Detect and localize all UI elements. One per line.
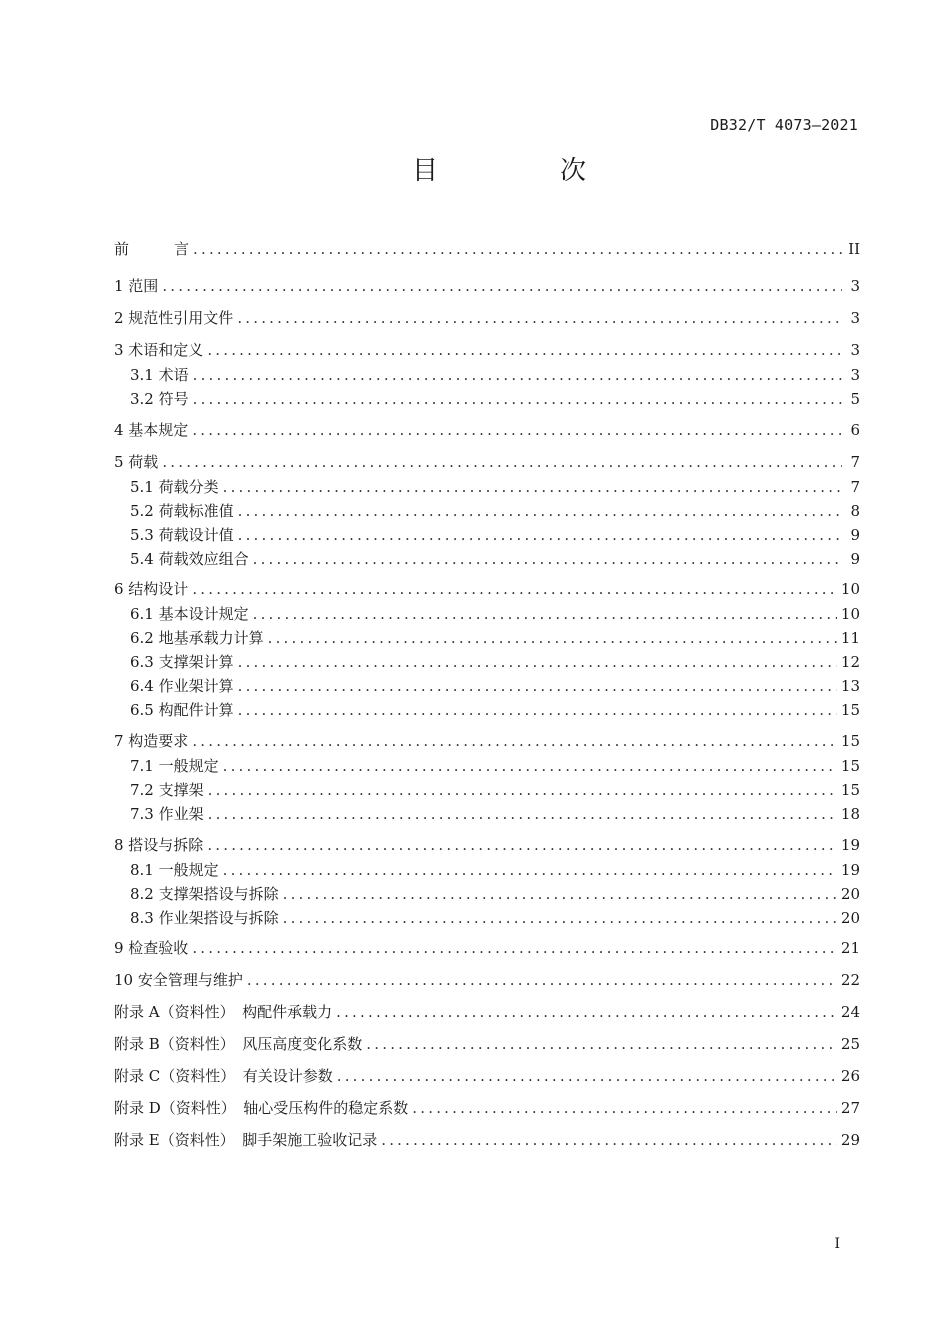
toc-entry[interactable]: [114, 451, 860, 472]
toc-entry[interactable]: [130, 627, 860, 648]
toc-entry-page: 3: [850, 366, 860, 384]
toc-leader-dots: [238, 526, 842, 544]
toc-leader-dots: [193, 240, 842, 258]
toc-entry[interactable]: [130, 779, 860, 800]
toc-entry-label: 5.3 荷载设计值: [130, 526, 234, 544]
toc-entry-page: 19: [840, 861, 860, 879]
toc-leader-dots: [223, 757, 837, 775]
toc-entry-label: 1 范围: [114, 277, 159, 295]
toc-entry-page: 11: [840, 629, 860, 647]
toc-entry[interactable]: [114, 1097, 860, 1118]
toc-leader-dots: [223, 478, 842, 496]
toc-entry[interactable]: [130, 907, 860, 928]
toc-entry-page: 24: [840, 1003, 860, 1021]
toc-entry[interactable]: [114, 730, 860, 751]
toc-entry-label: 3.1 术语: [130, 366, 189, 384]
toc-entry-page: 21: [840, 939, 860, 957]
toc-leader-dots: [192, 939, 837, 957]
toc-entry-page: 8: [850, 502, 860, 520]
toc-entry-page: 26: [840, 1067, 860, 1085]
toc-entry-page: 27: [840, 1099, 860, 1117]
toc-entry-label: 10 安全管理与维护: [114, 971, 243, 989]
toc-entry-label: 附录 C（资料性） 有关设计参数: [114, 1067, 333, 1085]
toc-entry-page: 3: [850, 341, 860, 359]
toc-entry[interactable]: [130, 699, 860, 720]
toc-leader-dots: [237, 309, 842, 327]
toc-leader-dots: [253, 550, 842, 568]
toc-leader-dots: [162, 453, 842, 471]
toc-entry-label: 7.2 支撑架: [130, 781, 204, 799]
toc-leader-dots: [223, 861, 837, 879]
toc-entry-page: 10: [840, 580, 860, 598]
toc-leader-dots: [238, 502, 842, 520]
toc-entry-page: 20: [840, 909, 860, 927]
toc-entry[interactable]: [114, 307, 860, 328]
document-code: DB32/T 4073—2021: [710, 116, 858, 134]
toc-entry-page: 5: [850, 390, 860, 408]
toc-entry-label: 5.1 荷载分类: [130, 478, 219, 496]
toc-entry-label: 5.4 荷载效应组合: [130, 550, 249, 568]
toc-entry-label: 7.3 作业架: [130, 805, 204, 823]
toc-entry-label: 8.2 支撑架搭设与拆除: [130, 885, 279, 903]
toc-entry-label: 6 结构设计: [114, 580, 189, 598]
toc-leader-dots: [381, 1131, 837, 1149]
toc-leader-dots: [193, 366, 842, 384]
toc-entry[interactable]: [130, 500, 860, 521]
toc-entry[interactable]: [114, 969, 860, 990]
toc-entry[interactable]: [130, 755, 860, 776]
toc-entry[interactable]: [114, 275, 860, 296]
toc-leader-dots: [192, 421, 842, 439]
toc-entry-label: 5 荷载: [114, 453, 159, 471]
toc-leader-dots: [208, 781, 837, 799]
toc-entry-page: 6: [850, 421, 860, 439]
toc-leader-dots: [238, 701, 837, 719]
toc-leader-dots: [253, 605, 837, 623]
toc-entry-page: II: [848, 240, 860, 258]
toc-entry-label: 前 言: [114, 240, 190, 258]
toc-entry[interactable]: [130, 388, 860, 409]
toc-entry-page: 18: [840, 805, 860, 823]
toc-entry-label: 附录 E（资料性） 脚手架施工验收记录: [114, 1131, 378, 1149]
toc-entry-page: 7: [850, 453, 860, 471]
toc-entry-page: 3: [850, 309, 860, 327]
toc-entry-label: 9 检查验收: [114, 939, 189, 957]
toc-entry-page: 10: [840, 605, 860, 623]
toc-leader-dots: [336, 1003, 837, 1021]
toc-entry[interactable]: [130, 548, 860, 569]
page-title: 目 次: [411, 156, 634, 186]
toc-entry-label: 3.2 符号: [130, 390, 189, 408]
toc-entry[interactable]: [114, 419, 860, 440]
toc-leader-dots: [283, 885, 837, 903]
toc-leader-dots: [247, 971, 837, 989]
toc-entry[interactable]: [130, 603, 860, 624]
toc-entry[interactable]: [114, 238, 860, 259]
toc-entry-label: 附录 D（资料性） 轴心受压构件的稳定系数: [114, 1099, 409, 1117]
toc-entry-page: 7: [850, 478, 860, 496]
toc-entry-label: 3 术语和定义: [114, 341, 204, 359]
toc-entry-page: 25: [840, 1035, 860, 1053]
toc-entry-page: 3: [850, 277, 860, 295]
toc-entry-label: 6.2 地基承载力计算: [130, 629, 264, 647]
toc-entry-label: 8 搭设与拆除: [114, 836, 204, 854]
toc-entry-page: 15: [840, 757, 860, 775]
toc-entry[interactable]: [114, 1033, 860, 1054]
toc-leader-dots: [208, 805, 837, 823]
toc-leader-dots: [162, 277, 842, 295]
toc-entry[interactable]: [114, 578, 860, 599]
toc-entry[interactable]: [130, 476, 860, 497]
toc-entry[interactable]: [130, 675, 860, 696]
toc-entry-page: 19: [840, 836, 860, 854]
toc-entry-label: 8.3 作业架搭设与拆除: [130, 909, 279, 927]
toc-entry[interactable]: [130, 524, 860, 545]
toc-leader-dots: [366, 1035, 837, 1053]
toc-leader-dots: [337, 1067, 837, 1085]
toc-entry[interactable]: [114, 339, 860, 360]
toc-leader-dots: [207, 836, 837, 854]
toc-entry-page: 9: [850, 526, 860, 544]
toc-leader-dots: [193, 390, 842, 408]
toc-entry-page: 9: [850, 550, 860, 568]
toc-entry-label: 附录 A（资料性） 构配件承载力: [114, 1003, 333, 1021]
toc-leader-dots: [268, 629, 837, 647]
toc-entry-label: 附录 B（资料性） 风压高度变化系数: [114, 1035, 363, 1053]
toc-entry[interactable]: [114, 1129, 860, 1150]
toc-leader-dots: [238, 677, 837, 695]
toc-entry-page: 13: [840, 677, 860, 695]
toc-entry-label: 6.1 基本设计规定: [130, 605, 249, 623]
toc-entry[interactable]: [114, 834, 860, 855]
toc-entry-label: 6.5 构配件计算: [130, 701, 234, 719]
toc-entry-label: 7 构造要求: [114, 732, 189, 750]
toc-entry-page: 15: [840, 701, 860, 719]
toc-leader-dots: [192, 580, 837, 598]
toc-entry-label: 7.1 一般规定: [130, 757, 219, 775]
toc-entry-label: 4 基本规定: [114, 421, 189, 439]
toc-entry-page: 15: [840, 781, 860, 799]
toc-entry[interactable]: [114, 1065, 860, 1086]
toc-entry-label: 2 规范性引用文件: [114, 309, 234, 327]
toc-entry[interactable]: [130, 803, 860, 824]
toc-leader-dots: [283, 909, 837, 927]
toc-entry-page: 12: [840, 653, 860, 671]
toc-leader-dots: [412, 1099, 837, 1117]
toc-entry[interactable]: [130, 883, 860, 904]
toc-entry-label: 6.3 支撑架计算: [130, 653, 234, 671]
toc-entry-label: 6.4 作业架计算: [130, 677, 234, 695]
toc-leader-dots: [207, 341, 842, 359]
page-number: I: [834, 1236, 840, 1252]
toc-entry[interactable]: [114, 1001, 860, 1022]
toc-entry-page: 20: [840, 885, 860, 903]
toc-entry-page: 29: [840, 1131, 860, 1149]
toc-entry[interactable]: [130, 859, 860, 880]
toc-entry-label: 8.1 一般规定: [130, 861, 219, 879]
toc-entry-label: 5.2 荷载标准值: [130, 502, 234, 520]
toc-leader-dots: [238, 653, 837, 671]
toc-entry[interactable]: [114, 937, 860, 958]
toc-entry-page: 22: [840, 971, 860, 989]
toc-entry[interactable]: [130, 364, 860, 385]
toc-entry-page: 15: [840, 732, 860, 750]
toc-entry[interactable]: [130, 651, 860, 672]
toc-leader-dots: [192, 732, 837, 750]
